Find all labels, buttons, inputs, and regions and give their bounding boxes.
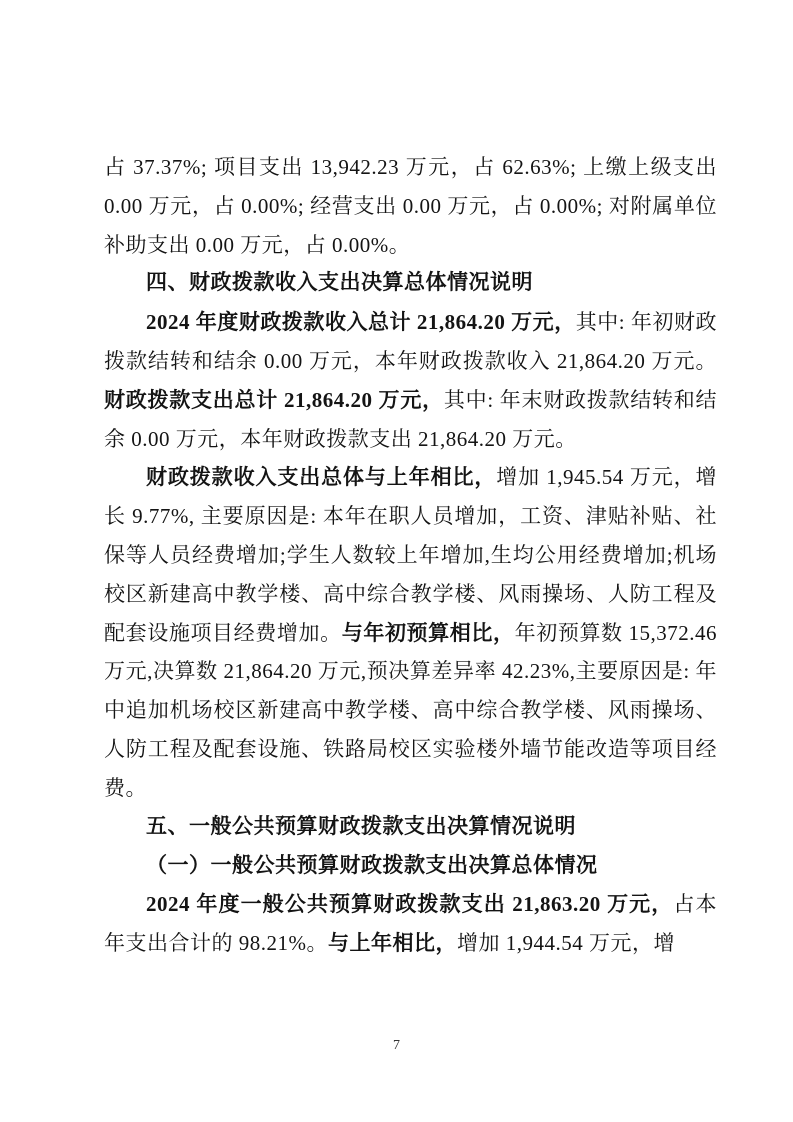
paragraph-fiscal-appropriation-totals [104, 303, 717, 458]
text-run: 2024 年度一般公共预算财政拨款支出 21,863.20 万元， [146, 892, 674, 917]
text-run: 财政拨款支出总计 21,864.20 万元， [104, 387, 444, 412]
text-run: 五、一般公共预算财政拨款支出决算情况说明 [146, 814, 576, 838]
paragraph-yearly-comparison [104, 458, 717, 807]
text-run: 与上年相比， [328, 930, 457, 955]
text-run: 与年初预算相比， [341, 620, 515, 645]
text-run: 占本年支出合计的 98.21%。 [104, 892, 718, 955]
text-run: 增加 1,944.54 万元，增 [457, 930, 675, 955]
text-run: 2024 年度财政拨款收入总计 21,864.20 万元， [146, 310, 576, 335]
page-number: 7 [393, 1038, 400, 1053]
text-run: 其中: 年末财政拨款结转和结余 0.00 万元，本年财政拨款支出 21,864.20 万元。 [104, 387, 718, 451]
section-heading-4 [104, 264, 717, 303]
section-heading-5 [104, 808, 717, 847]
text-run: 财政拨款收入支出总体与上年相比， [146, 465, 497, 490]
text-run: （一）一般公共预算财政拨款支出决算总体情况 [146, 853, 598, 878]
paragraph-general-public-budget [104, 885, 717, 963]
text-run: 其中: 年初财政拨款结转和结余 0.00 万元，本年财政拨款收入 21,864.20 万元。 [104, 310, 717, 373]
text-run: 占 37.37%; 项目支出 13,942.23 万元，占 62.63%; 上缴上级支出 0.00 万元，占 0.00%; 经营支出 0.00 万元，占 0.00%; 对附属单位补助支出 0.00 万元，占 0.00%。 [104, 155, 717, 257]
sub-heading-5-1 [104, 846, 717, 885]
document-body [104, 148, 717, 963]
text-run: 年初预算数 15,372.46 万元,决算数 21,864.20 万元,预决算差异率 42.23%,主要原因是: 年中追加机场校区新建高中教学楼、高中综合教学楼、风雨操场、人防工程及配套设施、铁路局校区实验楼外墙节能改造等项目经费。 [104, 620, 718, 800]
text-run: 四、财政拨款收入支出决算总体情况说明 [146, 271, 533, 295]
text-run: 增加 1,945.54 万元，增长 9.77%, 主要原因是: 本年在职人员增加，工资、津贴补贴、社保等人员经费增加;学生人数较上年增加,生均公用经费增加;机场校区新建高中教学楼、高中综合教学楼、风雨操场、人防工程及配套设施项目经费增加。 [104, 465, 718, 645]
paragraph-budget-expenditure-breakdown [104, 148, 717, 264]
